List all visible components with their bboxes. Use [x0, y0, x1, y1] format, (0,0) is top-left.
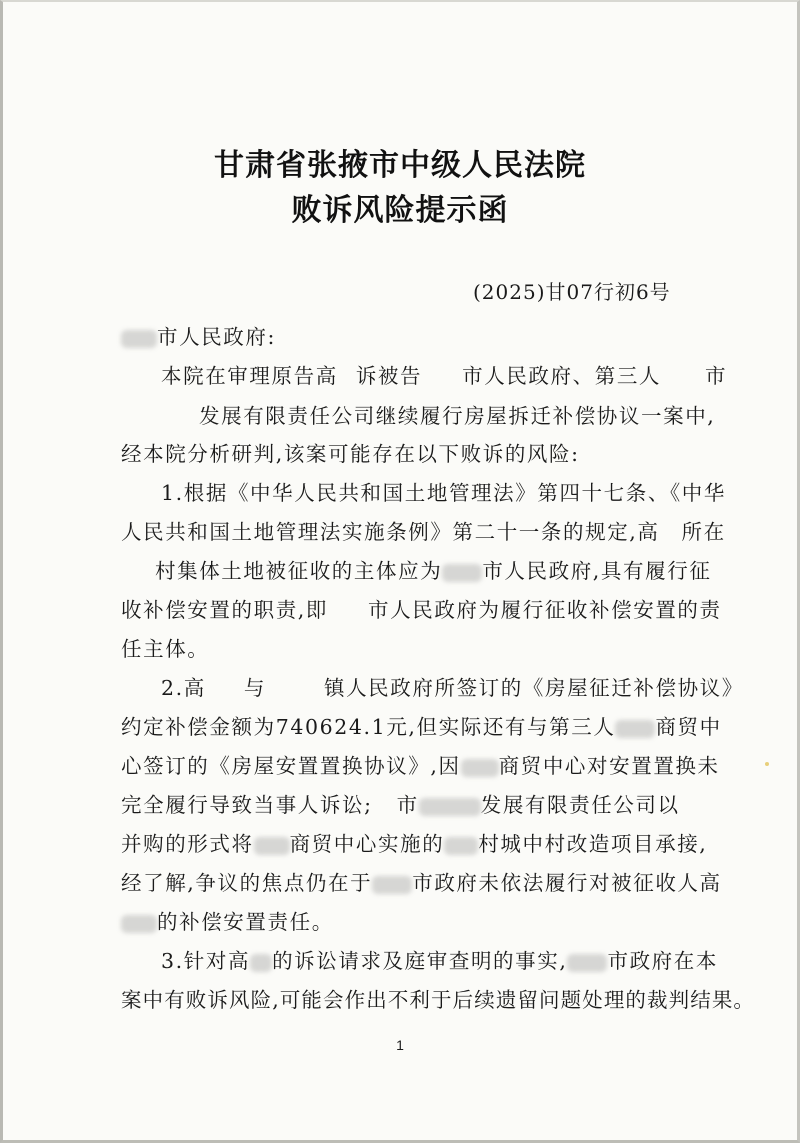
text-segment: 市政府未依法履行对被征收人高	[412, 871, 722, 895]
text-segment: 人民共和国土地管理法实施条例》第二十一条的规定,高	[121, 520, 660, 544]
text-segment: 3.针对高	[161, 949, 251, 973]
text-segment: 商贸中心实施的	[289, 832, 445, 856]
body-line-6	[121, 554, 721, 584]
text-segment: 镇人民政府所签订的《房屋征迁补偿协议》	[323, 676, 744, 700]
redaction	[250, 954, 272, 972]
addressee-line	[121, 320, 721, 350]
text-segment: 村集体土地被征收的主体应为	[155, 559, 443, 583]
text-segment: 发展有限责任公司继续履行房屋拆迁补偿协议一案中,	[199, 404, 716, 428]
redaction	[419, 798, 481, 816]
text-segment: 发展有限责任公司以	[480, 793, 680, 817]
text-segment: 商贸中心对安置置换未	[498, 754, 720, 778]
redaction	[372, 876, 412, 894]
text-segment: 的补偿安置责任。	[157, 910, 334, 934]
text-segment: 市人民政府、第三人	[462, 364, 662, 388]
redaction	[567, 954, 607, 972]
text-segment: 2.高	[161, 676, 206, 700]
text-segment: 约定补偿金额为740624.1元,但实际还有与第三人	[121, 715, 616, 739]
addressee: 市人民政府:	[157, 325, 277, 349]
text-segment: 诉被告	[355, 364, 423, 388]
text-segment: 与	[243, 676, 266, 700]
body-line-7	[121, 593, 721, 623]
text-segment: 任主体。	[121, 637, 210, 661]
text-segment: 所在	[681, 520, 726, 544]
text-segment: 市人民政府为履行征收补偿安置的责	[368, 598, 722, 622]
body-line-5	[121, 515, 726, 545]
text-segment: 案中有败诉风险,可能会作出不利于后续遗留问题处理的裁判结果。	[121, 988, 756, 1012]
page-number: 1	[396, 1037, 404, 1053]
redaction	[442, 564, 482, 582]
body-line-8	[121, 632, 721, 662]
text-segment: 本院在审理原告高	[161, 364, 338, 388]
text-segment: 市	[396, 793, 419, 817]
body-line-17	[121, 983, 756, 1013]
court-name-title: 甘肃省张掖市中级人民法院	[214, 148, 586, 183]
redaction	[121, 330, 157, 348]
text-segment: 的诉讼请求及庭审查明的事实,	[272, 949, 568, 973]
text-segment: 心签订的《房屋安置置换协议》,因	[121, 754, 461, 778]
body-line-16	[161, 944, 721, 974]
body-line-11	[121, 749, 721, 779]
case-number: (2025)甘07行初6号	[473, 280, 671, 304]
text-segment: 经了解,争议的焦点仍在于	[121, 871, 373, 895]
body-line-13	[121, 827, 721, 857]
body-line-15	[121, 905, 721, 935]
body-line-3	[121, 437, 721, 467]
body-line-12	[121, 788, 721, 818]
body-line-10	[121, 710, 721, 740]
text-segment: 市政府在本	[607, 949, 718, 973]
text-segment: 并购的形式将	[121, 832, 254, 856]
text-segment: 收补偿安置的职责,即	[121, 598, 329, 622]
text-segment: 经本院分析研判,该案可能存在以下败诉的风险:	[121, 442, 580, 466]
body-line-14	[121, 866, 721, 896]
text-segment: 市人民政府,具有履行征	[482, 559, 712, 583]
body-line-4	[161, 476, 727, 506]
text-segment: 商贸中	[655, 715, 722, 739]
text-segment: 1.根据《中华人民共和国土地管理法》第四十七条、《中华	[161, 481, 727, 505]
text-segment: 村城中村改造项目承接,	[478, 832, 708, 856]
redaction	[254, 837, 290, 855]
redaction	[615, 720, 655, 738]
letter-title: 败诉风险提示函	[291, 193, 509, 228]
body-line-1	[161, 359, 728, 389]
redaction	[461, 759, 499, 777]
paper-speck	[765, 762, 769, 766]
text-segment: 完全履行导致当事人诉讼;	[121, 793, 373, 817]
body-line-2	[199, 399, 721, 429]
redaction	[444, 837, 478, 855]
text-segment: 市	[705, 364, 728, 388]
body-line-9	[161, 671, 744, 701]
redaction	[121, 915, 157, 933]
